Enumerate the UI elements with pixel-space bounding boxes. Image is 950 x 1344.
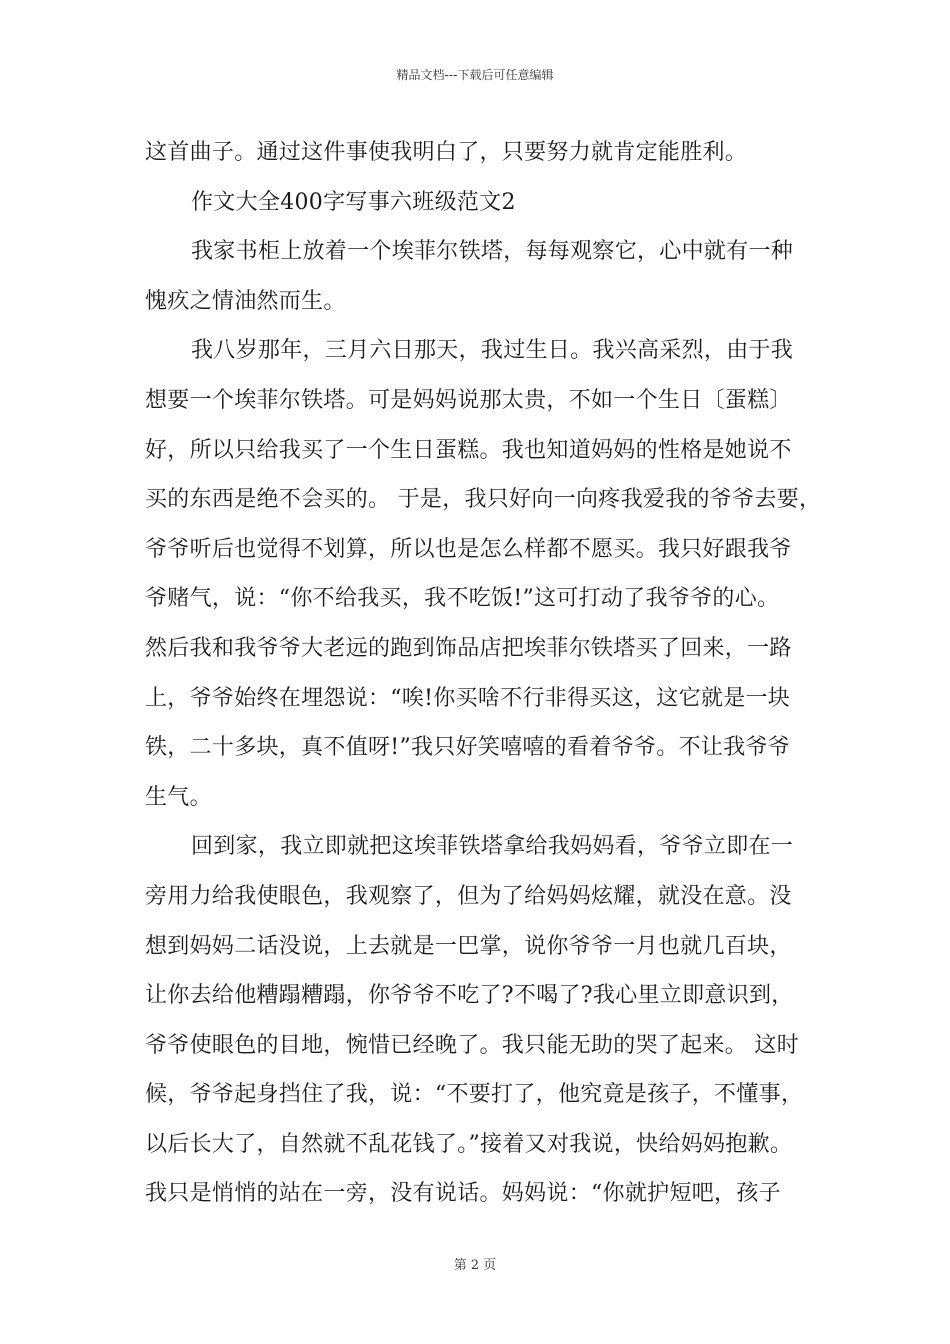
page-number: 第 2 页: [453, 1258, 497, 1273]
text-line: 想要一个埃菲尔铁塔。可是妈妈说那太贵，不如一个生日〔蛋糕〕: [145, 387, 792, 413]
section-title: 作文大全400字写事六班级范文2: [191, 189, 516, 215]
page-header: 精品文档---下载后可任意编辑: [396, 68, 554, 82]
text-line: 我家书柜上放着一个埃菲尔铁塔，每每观察它，心中就有一种: [191, 239, 794, 265]
text-line: 我只是悄悄的站在一旁，没有说话。妈妈说：“你就护短吧，孩子: [145, 1181, 781, 1207]
text-line: 我八岁那年，三月六日那天，我过生日。我兴高采烈，由于我: [191, 338, 794, 364]
text-line: 回到家，我立即就把这埃菲铁塔拿给我妈妈看，爷爷立即在一: [191, 834, 794, 860]
text-line: 爷赌气，说：“你不给我买，我不吃饭!”这可打动了我爷爷的心。: [145, 586, 780, 612]
text-line: 这首曲子。通过这件事使我明白了，只要努力就肯定能胜利。: [145, 140, 748, 165]
body-text: [145, 128, 822, 1219]
text-line: 旁用力给我使眼色，我观察了，但为了给妈妈炫耀，就没在意。没: [145, 883, 792, 909]
text-line: 上，爷爷始终在埋怨说：“唉!你买啥不行非得买这，这它就是一块: [145, 685, 791, 711]
text-line: 爷爷听后也觉得不划算，所以也是怎么样都不愿买。我只好跟我爷: [145, 536, 792, 562]
text-line: 候，爷爷起身挡住了我，说：“不要打了，他究竟是孩子，不懂事，: [145, 1082, 804, 1108]
text-line: 想到妈妈二话没说，上去就是一巴掌，说你爷爷一月也就几百块，: [145, 933, 792, 959]
text-line: 爷爷使眼色的目地，惋惜已经晚了。我只能无助的哭了起来。 这时: [145, 1032, 799, 1058]
text-line: 愧疚之情油然而生。: [145, 288, 346, 314]
text-line: 然后我和我爷爷大老远的跑到饰品店把埃菲尔铁塔买了回来，一路: [145, 635, 792, 661]
text-line: 生气。: [145, 784, 212, 810]
text-line: 买的东西是绝不会买的。 于是，我只好向一向疼我爱我的爷爷去要，: [145, 487, 822, 513]
text-line: 好，所以只给我买了一个生日蛋糕。我也知道妈妈的性格是她说不: [145, 437, 792, 463]
text-line: 以后长大了，自然就不乱花钱了。”接着又对我说，快给妈妈抱歉。: [145, 1131, 793, 1157]
text-line: 铁，二十多块，真不值呀!”我只好笑嘻嘻的看着爷爷。不让我爷爷: [145, 735, 791, 761]
text-line: 让你去给他糟蹋糟蹋，你爷爷不吃了?不喝了?我心里立即意识到，: [145, 983, 794, 1009]
